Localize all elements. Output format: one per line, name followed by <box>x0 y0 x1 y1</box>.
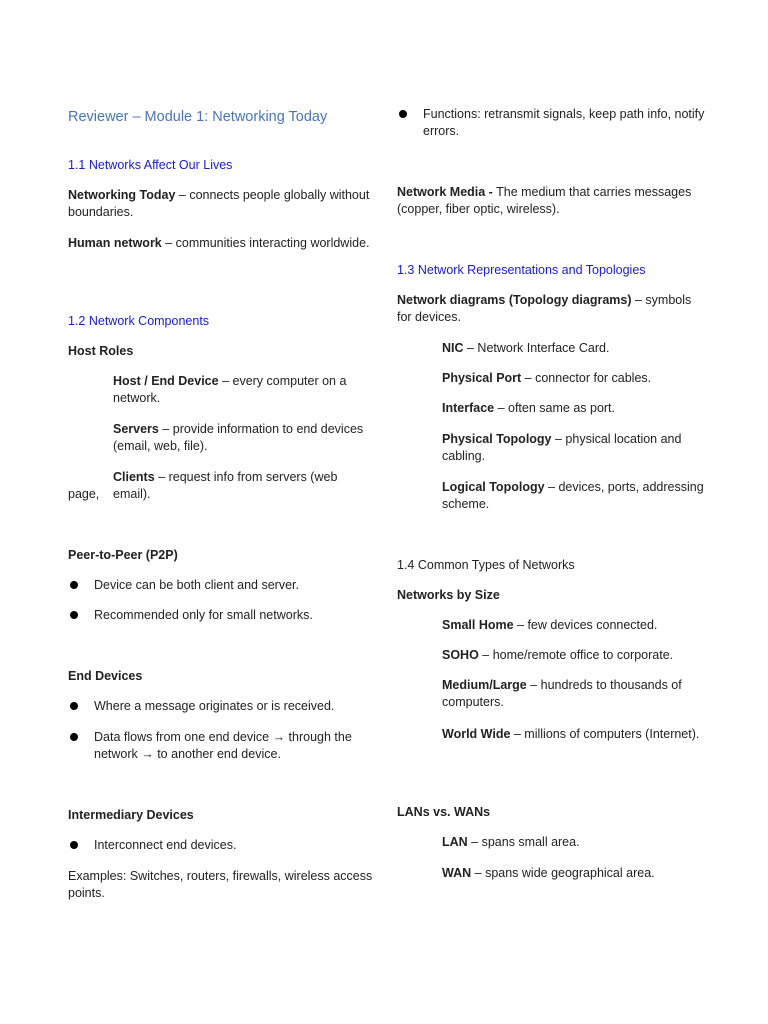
subheading-intermediary-devices: Intermediary Devices <box>68 808 194 822</box>
section-heading-1-1: 1.1 Networks Affect Our Lives <box>68 158 233 172</box>
definition-physical-topology <box>397 431 707 465</box>
section-heading-1-2: 1.2 Network Components <box>68 314 210 328</box>
subheading-host-roles: Host Roles <box>68 344 134 358</box>
term: LAN <box>442 835 468 849</box>
subheading-end-devices: End Devices <box>68 669 143 683</box>
term: Physical Topology <box>442 432 552 446</box>
term: Networking Today <box>68 188 176 202</box>
description: – provide information to end devices (email, web, file). <box>113 422 364 453</box>
term: Interface <box>442 401 495 415</box>
bullet-item <box>68 729 378 763</box>
bullet-text: Interconnect end devices. <box>94 838 237 852</box>
subheading-lans-vs-wans: LANs vs. WANs <box>397 805 491 819</box>
definition-networking-today <box>68 187 378 221</box>
page-title: Reviewer – Module 1: Networking Today <box>68 109 328 125</box>
bullet-text: Device can be both client and server. <box>94 578 299 592</box>
bullet-item <box>68 698 378 715</box>
definition-world-wide <box>397 726 707 743</box>
term: SOHO <box>442 648 479 662</box>
bullet-icon <box>70 733 78 741</box>
description: – connects people globally without boundaries. <box>68 188 370 219</box>
definition-small-home <box>397 617 707 634</box>
term: Logical Topology <box>442 480 545 494</box>
examples-text: Examples: Switches, routers, firewalls, wireless access points. <box>68 869 373 900</box>
bullet-text: Functions: retransmit signals, keep path info, notify errors. <box>423 107 705 138</box>
term: Physical Port <box>442 371 522 385</box>
hanging-text: page, <box>68 487 100 501</box>
description: – home/remote office to corporate. <box>478 648 674 662</box>
description: – physical location and cabling. <box>442 432 682 463</box>
description: – connector for cables. <box>521 371 652 385</box>
description: – devices, ports, addressing scheme. <box>442 480 704 511</box>
section-heading-1-4: 1.4 Common Types of Networks <box>397 558 575 572</box>
bullet-text: Where a message originates or is received. <box>94 699 335 713</box>
definition-host-end-device <box>68 373 378 407</box>
term: World Wide <box>442 727 511 741</box>
definition-human-network <box>68 235 378 252</box>
subheading-p2p: Peer-to-Peer (P2P) <box>68 548 178 562</box>
description: – hundreds to thousands of computers. <box>442 678 682 709</box>
term: Servers <box>113 422 159 436</box>
description-continued: email). <box>113 487 151 501</box>
bullet-icon <box>70 581 78 589</box>
description: The medium that carries messages (copper, fiber optic, wireless). <box>397 185 692 216</box>
bullet-icon <box>70 611 78 619</box>
term: WAN <box>442 866 472 880</box>
definition-wan <box>397 865 707 882</box>
term: Human network <box>68 236 162 250</box>
term: Network diagrams (Topology diagrams) <box>397 293 632 307</box>
definition-soho <box>397 647 707 664</box>
description: – communities interacting worldwide. <box>161 236 370 250</box>
description: – often same as port. <box>494 401 616 415</box>
bullet-item <box>68 607 378 624</box>
section-heading-1-3: 1.3 Network Representations and Topologies <box>397 263 646 277</box>
bullet-icon <box>70 702 78 710</box>
definition-medium-large <box>397 677 707 711</box>
bullet-text: Data flows from one end device → through the network → to another end device. <box>94 730 352 761</box>
definition-interface <box>397 400 707 417</box>
term: Clients <box>113 470 155 484</box>
definition-logical-topology <box>397 479 707 513</box>
term: Network Media - <box>397 185 493 199</box>
definition-servers <box>68 421 378 455</box>
definition-clients <box>68 469 378 503</box>
term: Host / End Device <box>113 374 219 388</box>
definition-lan <box>397 834 707 851</box>
term: NIC <box>442 341 464 355</box>
term: Small Home <box>442 618 514 632</box>
subheading-networks-by-size: Networks by Size <box>397 588 500 602</box>
description: – few devices connected. <box>513 618 658 632</box>
description: – symbols for devices. <box>397 293 692 324</box>
definition-nic <box>397 340 707 357</box>
bullet-text: Recommended only for small networks. <box>94 608 313 622</box>
definition-physical-port <box>397 370 707 387</box>
bullet-icon <box>70 841 78 849</box>
description: – request info from servers (web <box>154 470 338 484</box>
bullet-item <box>68 577 378 594</box>
description: – millions of computers (Internet). <box>510 727 700 741</box>
description: – spans small area. <box>467 835 580 849</box>
bullet-item <box>397 106 707 140</box>
definition-network-diagrams <box>397 292 707 326</box>
description: – every computer on a network. <box>113 374 347 405</box>
definition-network-media <box>397 184 707 218</box>
bullet-icon <box>399 110 407 118</box>
bullet-item <box>68 837 378 854</box>
description: – Network Interface Card. <box>463 341 610 355</box>
description: – spans wide geographical area. <box>471 866 655 880</box>
term: Medium/Large <box>442 678 527 692</box>
